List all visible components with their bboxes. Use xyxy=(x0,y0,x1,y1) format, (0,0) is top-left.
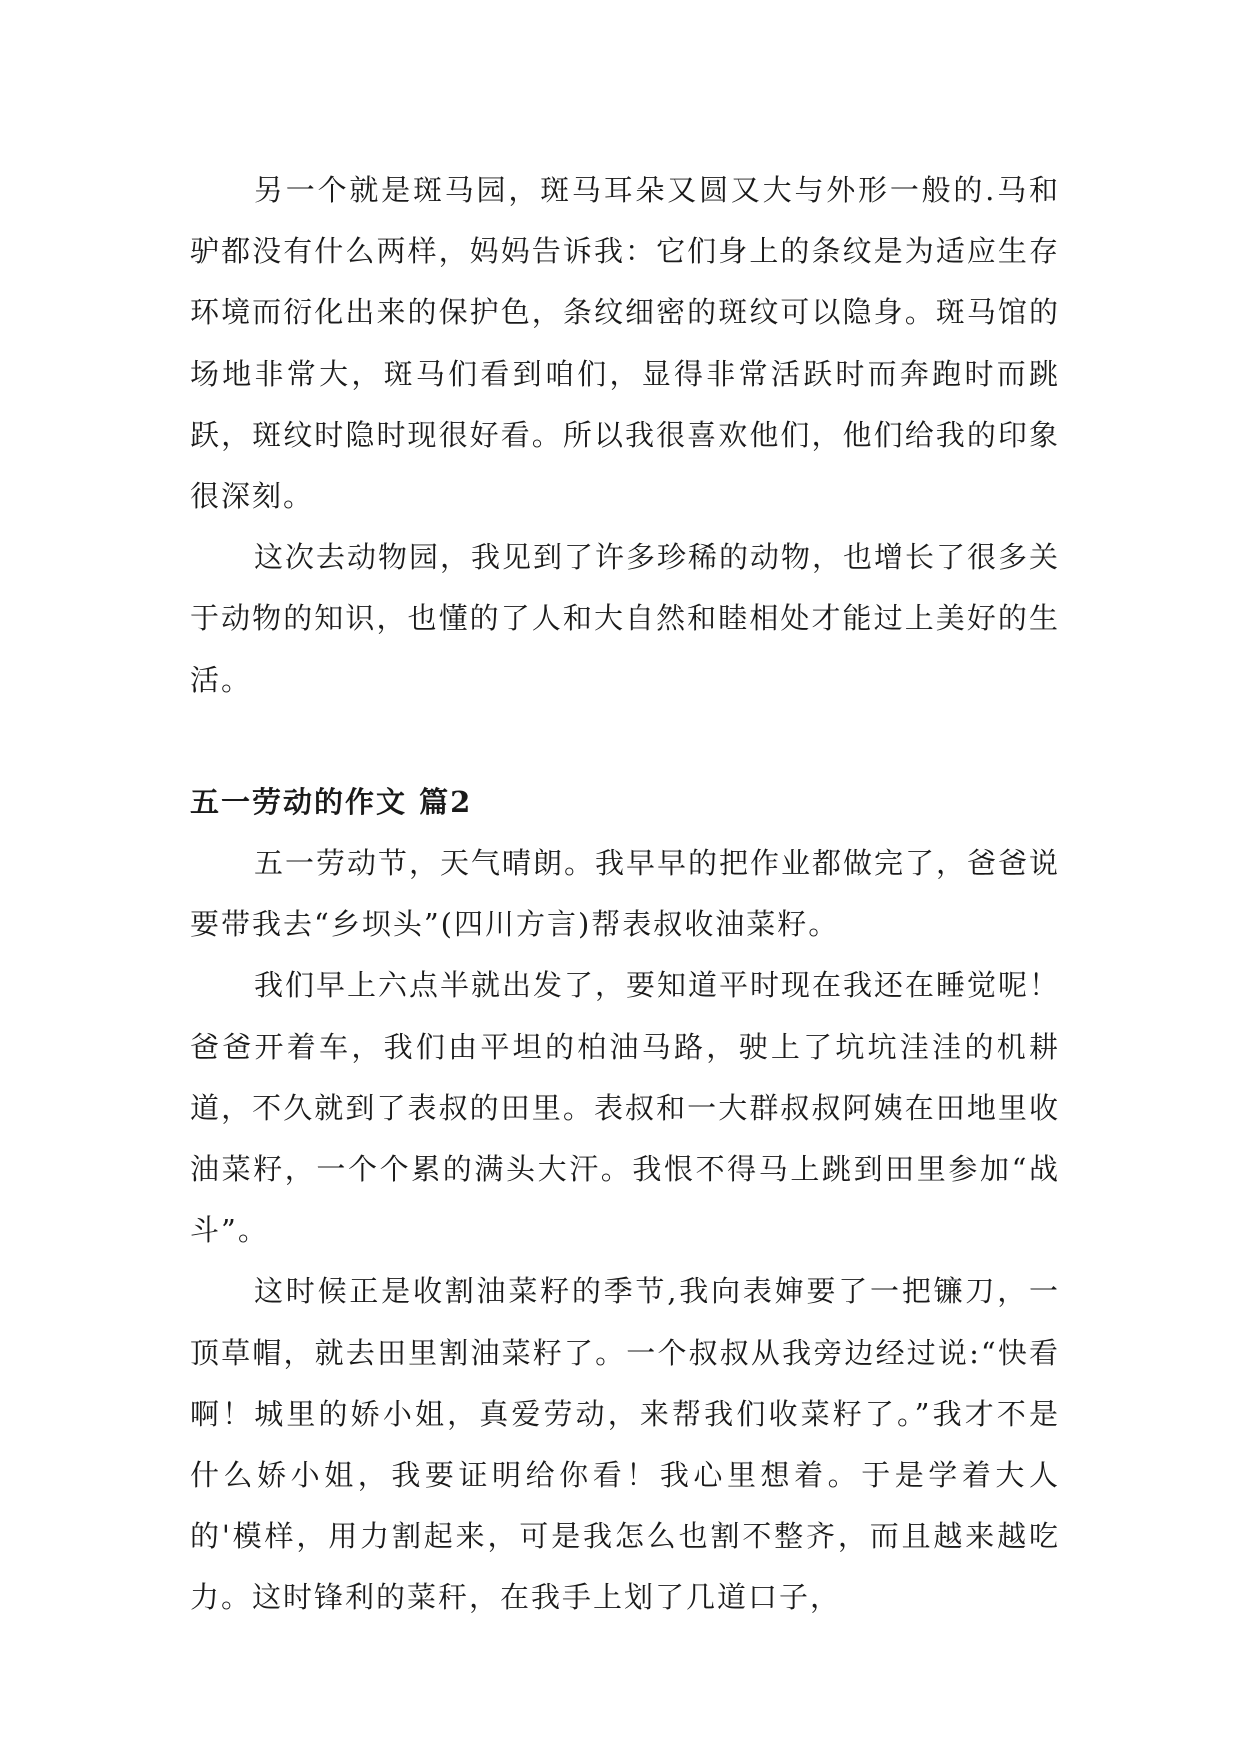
paragraph-may-day: 五一劳动节，天气晴朗。我早早的把作业都做完了，爸爸说要带我去“乡坝头”(四川方言)帮表叔收油菜籽。 xyxy=(190,846,1061,942)
paragraph-harvest: 这时候正是收割油菜籽的季节,我向表婶要了一把镰刀，一顶草帽，就去田里割油菜籽了。一个叔叔从我旁边经过说:“快看啊！城里的娇小姐，真爱劳动，来帮我们收菜籽了。”我才不是什么娇小姐，我要证明给你看！我心里想着。于是学着大人的'模样，用力割起来，可是我怎么也割不整齐，而且越来越吃力。这时锋利的菜秆，在我手上划了几道口子， xyxy=(190,1274,1060,1615)
paragraph-departure: 我们早上六点半就出发了，要知道平时现在我还在睡觉呢！爸爸开着车，我们由平坦的柏油马路，驶上了坑坑洼洼的机耕道，不久就到了表叔的田里。表叔和一大群叔叔阿姨在田地里收油菜籽，一个个累的满头大汗。我恨不得马上跳到田里参加“战斗”。 xyxy=(190,968,1061,1248)
section-gap xyxy=(190,711,1060,772)
section-heading: 五一劳动的作文 篇2 xyxy=(190,784,473,819)
paragraph-zoo-summary: 这次去动物园，我见到了许多珍稀的动物，也增长了很多关于动物的知识，也懂的了人和大自然和睦相处才能过上美好的生活。 xyxy=(190,540,1061,697)
paragraph-zebra-park: 另一个就是斑马园，斑马耳朵又圆又大与外形一般的.马和驴都没有什么两样，妈妈告诉我：它们身上的条纹是为适应生存环境而衍化出来的保护色，条纹细密的斑纹可以隐身。斑马馆的场地非常大，斑马们看到咱们，显得非常活跃时而奔跑时而跳跃，斑纹时隐时现很好看。所以我很喜欢他们，他们给我的印象很深刻。 xyxy=(190,173,1060,514)
document-page xyxy=(190,160,1060,1629)
